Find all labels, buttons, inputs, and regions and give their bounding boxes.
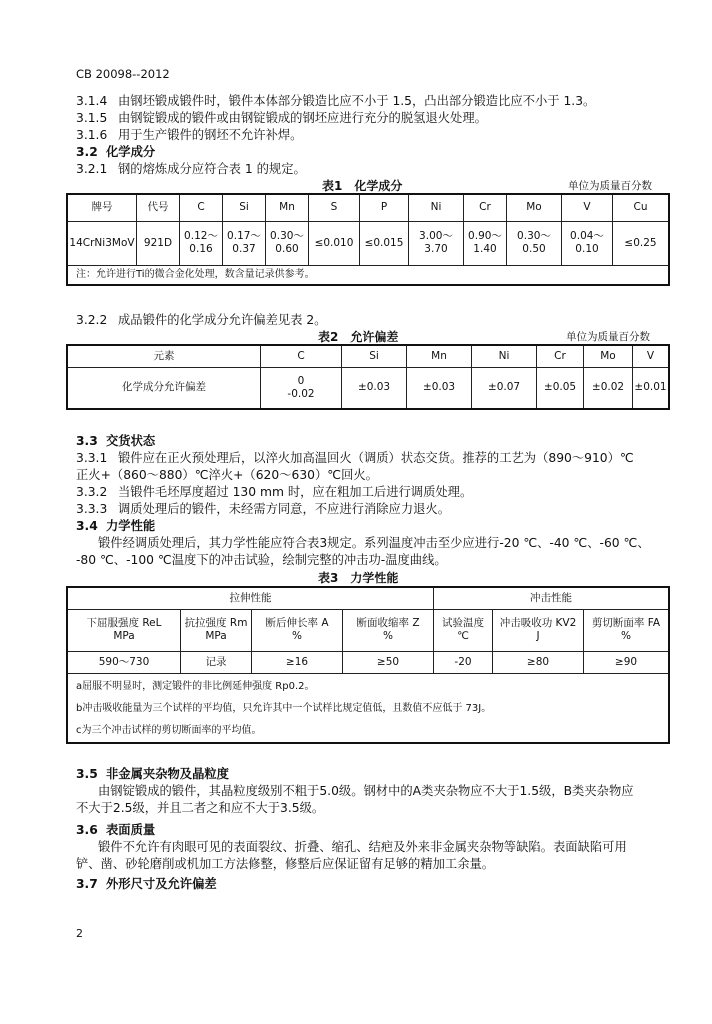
table3-header <box>252 609 343 651</box>
clause-3-3-3 <box>76 501 450 517</box>
section-number: 3.2 <box>76 145 98 159</box>
clause-number: 3.3.1 <box>76 451 108 465</box>
section-3-5-body-cont: 不大于2.5级，并且二者之和应不大于3.5级。 <box>76 801 325 815</box>
table1-header: 牌号 <box>67 194 137 221</box>
table2 <box>66 344 670 410</box>
table-row <box>67 367 669 409</box>
clause-number: 3.1.6 <box>76 128 108 142</box>
table1-header: V <box>562 194 613 221</box>
range-min: 0.30～ <box>270 230 304 242</box>
range-min: 3.00～ <box>419 230 453 242</box>
value-cell: -20 <box>434 651 493 673</box>
clause-3-3-1 <box>76 450 634 466</box>
section-number: 3.4 <box>76 519 98 533</box>
table3-header <box>434 609 493 651</box>
value-cell: ≥16 <box>252 651 343 673</box>
mn-cell: ±0.03 <box>407 367 472 409</box>
page-header: CB 20098--2012 <box>76 67 170 81</box>
table3-header <box>584 609 670 651</box>
section-3-5 <box>76 766 229 782</box>
section-title: 非金属夹杂物及晶粒度 <box>106 767 229 781</box>
section-3-6 <box>76 822 155 838</box>
clause-number: 3.3.2 <box>76 485 108 499</box>
table3-header <box>343 609 434 651</box>
clause-text: 钢的熔炼成分应符合表 1 的规定。 <box>118 162 306 176</box>
table1-header: Mn <box>266 194 309 221</box>
table1-header: Ni <box>409 194 464 221</box>
table1 <box>66 193 670 286</box>
section-3-6-body-cont: 铲、凿、砂轮磨削或机加工方法修整，修整后应保证留有足够的精加工余量。 <box>76 857 495 871</box>
si-cell <box>223 221 266 265</box>
table2-unit: 单位为质量百分数 <box>566 331 650 343</box>
mo-cell <box>507 221 562 265</box>
table1-header: S <box>309 194 360 221</box>
section-number: 3.3 <box>76 434 98 448</box>
clause-3-2-2 <box>76 312 326 328</box>
range-max: 0.37 <box>232 243 256 255</box>
table1-header: Si <box>223 194 266 221</box>
clause-text: 调质处理后的锻件，未经需方同意，不应进行消除应力退火。 <box>118 502 451 516</box>
section-3-4-body-cont: -80 ℃、-100 ℃温度下的冲击试验，绘制完整的冲击功-温度曲线。 <box>76 553 447 567</box>
table3-note: c为三个冲击试样的剪切断面率的平均值。 <box>76 724 262 736</box>
header-unit: MPa <box>113 630 135 642</box>
table3-note: b冲击吸收能量为三个试样的平均值，只允许其中一个试样比规定值低，且数值不应低于 73J。 <box>76 702 492 714</box>
table3-notes <box>67 673 669 743</box>
cr-cell: ±0.05 <box>537 367 584 409</box>
cr-cell <box>464 221 507 265</box>
v-cell: ±0.01 <box>633 367 670 409</box>
header-label: 断面收缩率 Z <box>356 617 420 629</box>
section-title: 化学成分 <box>106 145 156 159</box>
range-max: 0.50 <box>522 243 546 255</box>
header-label: 下屈服强度 ReL <box>86 617 162 629</box>
clause-number: 3.1.5 <box>76 111 108 125</box>
tensile-group-header: 拉伸性能 <box>67 587 434 609</box>
header-label: 断后伸长率 A <box>265 617 329 629</box>
header-unit: % <box>292 630 302 642</box>
table2-header: 元素 <box>67 345 261 367</box>
range-min: 0.90～ <box>468 230 502 242</box>
range-min: -0.02 <box>287 387 315 400</box>
value-cell: 记录 <box>181 651 252 673</box>
table-row <box>67 651 669 673</box>
range-max: 0.60 <box>275 243 299 255</box>
range-min: 0.12～ <box>184 230 218 242</box>
clause-text: 用于生产锻件的钢坯不允许补焊。 <box>118 128 303 142</box>
clause-text: 锻件应在正火预处理后，以淬火加高温回火（调质）状态交货。推荐的工艺为（890～910）℃ <box>118 451 634 465</box>
s-cell: ≤0.010 <box>309 221 360 265</box>
section-title: 外形尺寸及允许偏差 <box>106 877 217 891</box>
header-unit: % <box>621 630 631 642</box>
table2-header: Mn <box>407 345 472 367</box>
range-max: 0.10 <box>575 243 599 255</box>
header-unit: % <box>383 630 393 642</box>
range-max: 0.16 <box>189 243 213 255</box>
table2-header: V <box>633 345 670 367</box>
cu-cell: ≤0.25 <box>613 221 670 265</box>
table2-header: C <box>261 345 342 367</box>
row-label: 化学成分允许偏差 <box>67 367 261 409</box>
range-min: 0.04～ <box>570 230 604 242</box>
clause-number: 3.3.3 <box>76 502 108 516</box>
table2-header: Si <box>342 345 407 367</box>
table1-note: 注：允许进行Ti的微合金化处理，数含量记录供参考。 <box>67 265 669 285</box>
section-3-6-body: 锻件不允许有肉眼可见的表面裂纹、折叠、缩孔、结疤及外来非金属夹杂物等缺陷。表面缺陷可用 <box>98 840 627 854</box>
mo-cell: ±0.02 <box>584 367 633 409</box>
code-cell: 921D <box>137 221 180 265</box>
header-label: 抗拉强度 Rm <box>184 617 248 629</box>
range-max: 1.40 <box>473 243 497 255</box>
table1-header: 代号 <box>137 194 180 221</box>
clause-3-3-2 <box>76 484 472 500</box>
table3-header <box>493 609 584 651</box>
section-number: 3.6 <box>76 823 98 837</box>
table2-header: Cr <box>537 345 584 367</box>
impact-group-header: 冲击性能 <box>434 587 670 609</box>
clause-text: 当锻件毛坯厚度超过 130 mm 时，应在粗加工后进行调质处理。 <box>118 485 473 499</box>
header-unit: ℃ <box>457 630 469 642</box>
section-number: 3.5 <box>76 767 98 781</box>
v-cell <box>562 221 613 265</box>
table1-caption: 表1 化学成分 <box>322 179 403 193</box>
clause-text: 由钢锭锻成的锻件或由钢锭锻成的钢坯应进行充分的脱氢退火处理。 <box>118 111 487 125</box>
mn-cell <box>266 221 309 265</box>
table2-header: Ni <box>472 345 537 367</box>
header-label: 剪切断面率 FA <box>591 617 661 629</box>
section-3-2 <box>76 144 155 160</box>
table3-caption: 表3 力学性能 <box>318 571 399 585</box>
p-cell: ≤0.015 <box>360 221 409 265</box>
clause-3-1-6 <box>76 127 302 143</box>
clause-3-2-1 <box>76 161 306 177</box>
value-cell: 590～730 <box>67 651 181 673</box>
table1-header: Mo <box>507 194 562 221</box>
ni-cell: ±0.07 <box>472 367 537 409</box>
section-title: 力学性能 <box>106 519 156 533</box>
ni-cell <box>409 221 464 265</box>
grade-cell: 14CrNi3MoV <box>67 221 137 265</box>
clause-3-1-5 <box>76 110 487 126</box>
value-cell: ≥80 <box>493 651 584 673</box>
clause-number: 3.1.4 <box>76 94 108 108</box>
page-number: 2 <box>76 927 83 940</box>
table3-header <box>181 609 252 651</box>
table1-header: Cr <box>464 194 507 221</box>
table3-note: a屈服不明显时，测定锻件的非比例延伸强度 Rp0.2。 <box>76 680 315 692</box>
table1-header: P <box>360 194 409 221</box>
clause-number: 3.2.1 <box>76 162 108 176</box>
table1-header: C <box>180 194 223 221</box>
section-3-7 <box>76 876 217 892</box>
clause-text: 由钢坯锻成锻件时，锻件本体部分锻造比应不小于 1.5，凸出部分锻造比应不小于 1.3。 <box>118 94 596 108</box>
range-min: 0.30～ <box>517 230 551 242</box>
range-max: 0 <box>297 374 305 387</box>
table-row <box>67 221 669 265</box>
value-cell: ≥50 <box>343 651 434 673</box>
si-cell: ±0.03 <box>342 367 407 409</box>
section-title: 交货状态 <box>106 434 156 448</box>
table1-unit: 单位为质量百分数 <box>568 180 652 192</box>
c-cell <box>180 221 223 265</box>
clause-3-1-4 <box>76 93 595 109</box>
section-3-4-body: 锻件经调质处理后，其力学性能应符合表3规定。系列温度冲击至少应进行-20 ℃、-40 ℃、-60 ℃、 <box>98 536 650 550</box>
section-3-5-body: 由钢锭锻成的锻件，其晶粒度级别不粗于5.0级。钢材中的A类夹杂物应不大于1.5级，B类夹杂物应 <box>98 784 634 798</box>
clause-text: 成品锻件的化学成分允许偏差见表 2。 <box>118 313 327 327</box>
table1-header: Cu <box>613 194 670 221</box>
header-unit: J <box>536 630 540 642</box>
c-cell <box>261 367 342 409</box>
header-label: 试验温度 <box>442 617 484 629</box>
table2-caption: 表2 允许偏差 <box>318 330 399 344</box>
header-unit: MPa <box>205 630 227 642</box>
range-max: 3.70 <box>424 243 448 255</box>
clause-number: 3.2.2 <box>76 313 108 327</box>
table2-header: Mo <box>584 345 633 367</box>
section-3-3 <box>76 433 155 449</box>
section-number: 3.7 <box>76 877 98 891</box>
section-title: 表面质量 <box>106 823 156 837</box>
header-label: 冲击吸收功 KV2 <box>499 617 577 629</box>
range-min: 0.17～ <box>227 230 261 242</box>
table3 <box>66 586 670 744</box>
table3-header <box>67 609 181 651</box>
section-3-4 <box>76 518 155 534</box>
clause-3-3-1-cont: 正火+（860～880）℃淬火+（620～630）℃回火。 <box>76 468 378 482</box>
value-cell: ≥90 <box>584 651 670 673</box>
